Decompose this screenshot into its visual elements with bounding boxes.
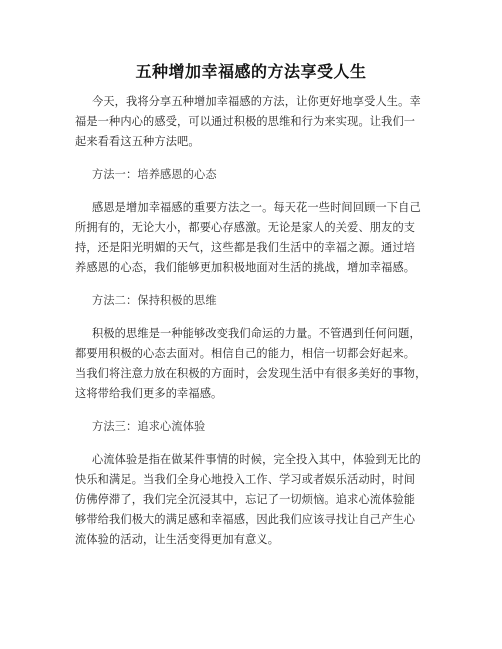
document-title: 五种增加幸福感的方法享受人生	[135, 62, 367, 81]
section-1-line-3: 持，还是阳光明媚的天气，这些都是我们生活中的幸福之源。通过培	[75, 241, 416, 254]
section-3-line-1: 心流体验是指在做某件事情的时候，完全投入其中，体验到无比的	[92, 453, 421, 466]
section-2-line-1: 积极的思维是一种能够改变我们命运的力量。不管遇到任何问题，	[92, 327, 421, 340]
intro-line-3: 起来看看这五种方法吧。	[75, 135, 200, 148]
section-1-line-4: 养感恩的心态，我们能够更加积极地面对生活的挑战，增加幸福感。	[75, 261, 416, 274]
section-2-heading: 方法二：保持积极的思维	[92, 294, 217, 307]
section-1-line-2: 所拥有的，无论大小，都要心存感激。无论是家人的关爱、朋友的支	[75, 221, 416, 234]
section-2-line-3: 当我们将注意力放在积极的方面时，会发现生活中有很多美好的事物，	[75, 367, 427, 380]
intro-line-1: 今天，我将分享五种增加幸福感的方法，让你更好地享受人生。幸	[92, 95, 421, 108]
section-3-line-4: 够带给我们极大的满足感和幸福感，因此我们应该寻找让自己产生心	[75, 513, 416, 526]
section-3-line-2: 快乐和满足。当我们全身心地投入工作、学习或者娱乐活动时，时间	[75, 473, 416, 486]
section-2-line-2: 都要用积极的心态去面对。相信自己的能力，相信一切都会好起来。	[75, 347, 416, 360]
section-1-heading: 方法一：培养感恩的心态	[92, 168, 217, 181]
intro-line-2: 福是一种内心的感受，可以通过积极的思维和行为来实现。让我们一	[75, 115, 416, 128]
section-3-heading: 方法三：追求心流体验	[92, 420, 206, 433]
section-1-line-1: 感恩是增加幸福感的重要方法之一。每天花一些时间回顾一下自己	[92, 201, 421, 214]
section-3-line-3: 仿佛停滞了，我们完全沉浸其中，忘记了一切烦恼。追求心流体验能	[75, 493, 416, 506]
section-2-line-4: 这将带给我们更多的幸福感。	[75, 387, 223, 400]
section-3-line-5: 流体验的活动，让生活变得更加有意义。	[75, 533, 280, 546]
